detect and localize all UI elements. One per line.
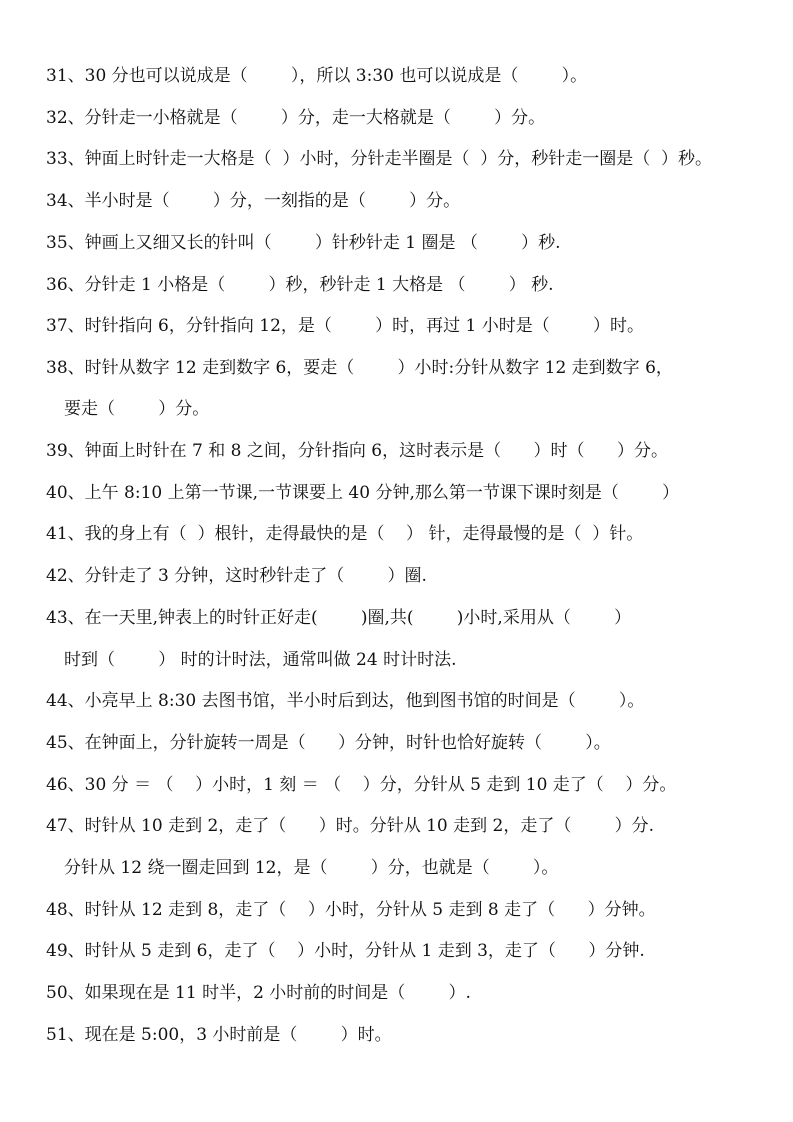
question-43: 43、在一天里,钟表上的时针正好走( )圈,共( )小时,采用从（ ） <box>46 608 632 628</box>
question-32: 32、分针走一小格就是（ ）分，走一大格就是（ ）分。 <box>46 108 546 128</box>
question-46: 46、30 分 ＝ （ ）小时，1 刻 ＝ （ ）分，分针从 5 走到 10 走了（ ）分。 <box>46 775 677 795</box>
question-42: 42、分针走了 3 分钟，这时秒针走了（ ）圈. <box>46 566 427 586</box>
question-48: 48、时针从 12 走到 8，走了（ ）小时，分针从 5 走到 8 走了（ ）分钟。 <box>46 900 656 920</box>
question-34: 34、半小时是（ ）分，一刻指的是（ ）分。 <box>46 191 461 211</box>
question-44: 44、小亮早上 8:30 去图书馆，半小时后到达，他到图书馆的时间是（ ）。 <box>46 691 645 711</box>
question-50: 50、如果现在是 11 时半，2 小时前的时间是（ ）. <box>46 983 471 1003</box>
question-35: 35、钟画上又细又长的针叫（ ）针秒针走 1 圈是 （ ）秒. <box>46 233 561 253</box>
question-47-continued: 分针从 12 绕一圈走回到 12，是（ ）分，也就是（ ）。 <box>64 858 559 878</box>
question-33: 33、钟面上时针走一大格是（ ）小时，分针走半圈是（ ）分，秒针走一圈是（ ）秒。 <box>46 149 713 169</box>
question-38: 38、时针从数字 12 走到数字 6，要走（ ）小时:分针从数字 12 走到数字 6， <box>46 358 673 378</box>
question-31: 31、30 分也可以说成是（ ），所以 3:30 也可以说成是（ ）。 <box>46 66 588 86</box>
question-36: 36、分针走 1 小格是（ ）秒，秒针走 1 大格是 （ ） 秒. <box>46 275 554 295</box>
question-38-continued: 要走（ ）分。 <box>64 399 210 419</box>
question-51: 51、现在是 5:00，3 小时前是（ ）时。 <box>46 1025 392 1045</box>
question-37: 37、时针指向 6，分针指向 12，是（ ）时，再过 1 小时是（ ）时。 <box>46 316 644 336</box>
question-49: 49、时针从 5 走到 6，走了（ ）小时，分针从 1 走到 3，走了（ ）分钟. <box>46 941 645 961</box>
question-39: 39、钟面上时针在 7 和 8 之间，分针指向 6，这时表示是（ ）时（ ）分。 <box>46 441 668 461</box>
question-40: 40、上午 8:10 上第一节课,一节课要上 40 分钟,那么第一节课下课时刻是（ ） <box>46 483 680 503</box>
question-41: 41、我的身上有（ ）根针，走得最快的是（ ） 针，走得最慢的是（ ）针。 <box>46 524 644 544</box>
question-43-continued: 时到（ ） 时的计时法，通常叫做 24 时计时法. <box>64 650 457 670</box>
question-45: 45、在钟面上，分针旋转一周是（ ）分钟，时针也恰好旋转（ ）。 <box>46 733 611 753</box>
question-47: 47、时针从 10 走到 2，走了（ ）时。分针从 10 走到 2，走了（ ）分. <box>46 816 655 836</box>
